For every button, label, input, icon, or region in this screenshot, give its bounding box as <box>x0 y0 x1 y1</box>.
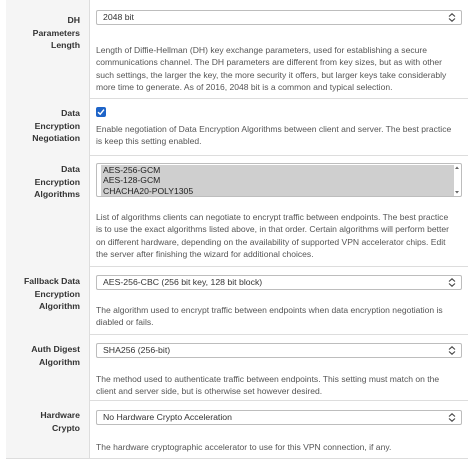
listbox-scroll-arrows-icon[interactable] <box>454 165 460 195</box>
label-line: Data <box>61 164 80 174</box>
help-line: client and server side, but is otherwise set however desired. <box>96 386 323 397</box>
fallback-algorithm-help <box>96 304 468 329</box>
label-line: Crypto <box>52 422 80 433</box>
help-line: communications channel. The DH parameters are different from key sizes, but as with other <box>96 57 442 68</box>
help-line: Enable negotiation of Data Encryption Algorithms between client and server. The best practice <box>96 124 452 134</box>
fallback-algorithm-label <box>6 266 90 334</box>
dh-length-value: 2048 bit <box>103 12 134 22</box>
chevron-updown-icon <box>448 13 456 22</box>
label-line: Algorithms <box>34 189 80 199</box>
data-encryption-negotiation-row <box>6 98 468 156</box>
algorithm-option[interactable]: AES-128-GCM <box>101 175 454 185</box>
auth-digest-label <box>6 334 90 400</box>
help-line: the server after finishing the wizard for additional choices. <box>96 248 314 259</box>
auth-digest-select[interactable] <box>96 343 462 358</box>
data-encryption-algorithms-listbox[interactable] <box>96 163 462 197</box>
data-encryption-algorithms-help <box>96 211 468 260</box>
auth-digest-help <box>96 373 468 398</box>
hardware-crypto-value: No Hardware Crypto Acceleration <box>103 412 232 422</box>
help-line: more time to generate. As of 2016, 2048 bit is a common and typical selection. <box>96 81 393 92</box>
chevron-updown-icon <box>448 346 456 355</box>
label-line: Parameters <box>32 27 80 38</box>
dh-parameters-row <box>6 0 468 99</box>
chevron-updown-icon <box>448 413 456 422</box>
fallback-algorithm-value: AES-256-CBC (256 bit key, 128 bit block) <box>103 277 263 287</box>
label-line: Fallback Data <box>23 276 80 286</box>
help-line: List of algorithms clients can negotiate to encrypt traffic between endpoints. The best practice <box>96 212 449 222</box>
data-encryption-algorithms-row <box>6 155 468 267</box>
auth-digest-value: SHA256 (256-bit) <box>103 345 171 355</box>
dh-parameters-label <box>6 0 90 98</box>
dh-length-select[interactable] <box>96 10 462 25</box>
label-line: Length <box>51 40 80 50</box>
help-line: The method used to authenticate traffic between endpoints. This setting must match on the <box>96 374 440 384</box>
label-line: Encryption <box>34 288 80 299</box>
hardware-crypto-help <box>96 441 468 453</box>
fallback-algorithm-row <box>6 266 468 335</box>
label-line: Encryption <box>34 120 80 131</box>
algorithm-option[interactable]: CHACHA20-POLY1305 <box>101 186 454 196</box>
label-line: DH <box>67 15 80 25</box>
algorithm-option[interactable]: AES-256-GCM <box>101 165 454 175</box>
auth-digest-row <box>6 334 468 401</box>
fallback-algorithm-select[interactable] <box>96 275 462 290</box>
chevron-updown-icon <box>448 278 456 287</box>
help-line: The hardware cryptographic accelerator to use for this VPN connection, if any. <box>96 442 392 452</box>
data-encryption-negotiation-checkbox[interactable] <box>96 107 106 117</box>
data-encryption-negotiation-help <box>96 123 468 148</box>
label-line: Algorithm <box>38 356 80 367</box>
help-line: is to use the exact algorithms listed above, in that order. Certain algorithms will perform better <box>96 224 449 235</box>
help-line: such settings, the larger the key, the more security it offers, but larger keys take considerably <box>96 69 447 80</box>
help-line: Length of Diffie-Hellman (DH) key exchange parameters, used for establishing a secure <box>96 45 427 55</box>
hardware-crypto-select[interactable] <box>96 410 462 425</box>
dh-help-text <box>96 44 468 93</box>
label-line: Hardware <box>40 410 80 420</box>
help-line: on different hardware, depending on the availability of supported VPN accelerator chips. Edit <box>96 236 446 247</box>
label-line: Algorithm <box>38 301 80 311</box>
label-line: Encryption <box>34 176 80 187</box>
label-line: Auth Digest <box>31 344 80 354</box>
help-line: is keep this setting enabled. <box>96 136 202 147</box>
help-line: diabled or fails. <box>96 317 154 328</box>
label-line: Data <box>61 108 80 118</box>
hardware-crypto-label <box>6 400 90 458</box>
help-line: The algorithm used to encrypt traffic between endpoints when data encryption negotiation is <box>96 305 443 315</box>
check-icon <box>97 108 105 116</box>
label-line: Negotiation <box>32 133 80 143</box>
data-encryption-negotiation-label <box>6 98 90 155</box>
hardware-crypto-row <box>6 400 468 459</box>
data-encryption-algorithms-label <box>6 155 90 266</box>
